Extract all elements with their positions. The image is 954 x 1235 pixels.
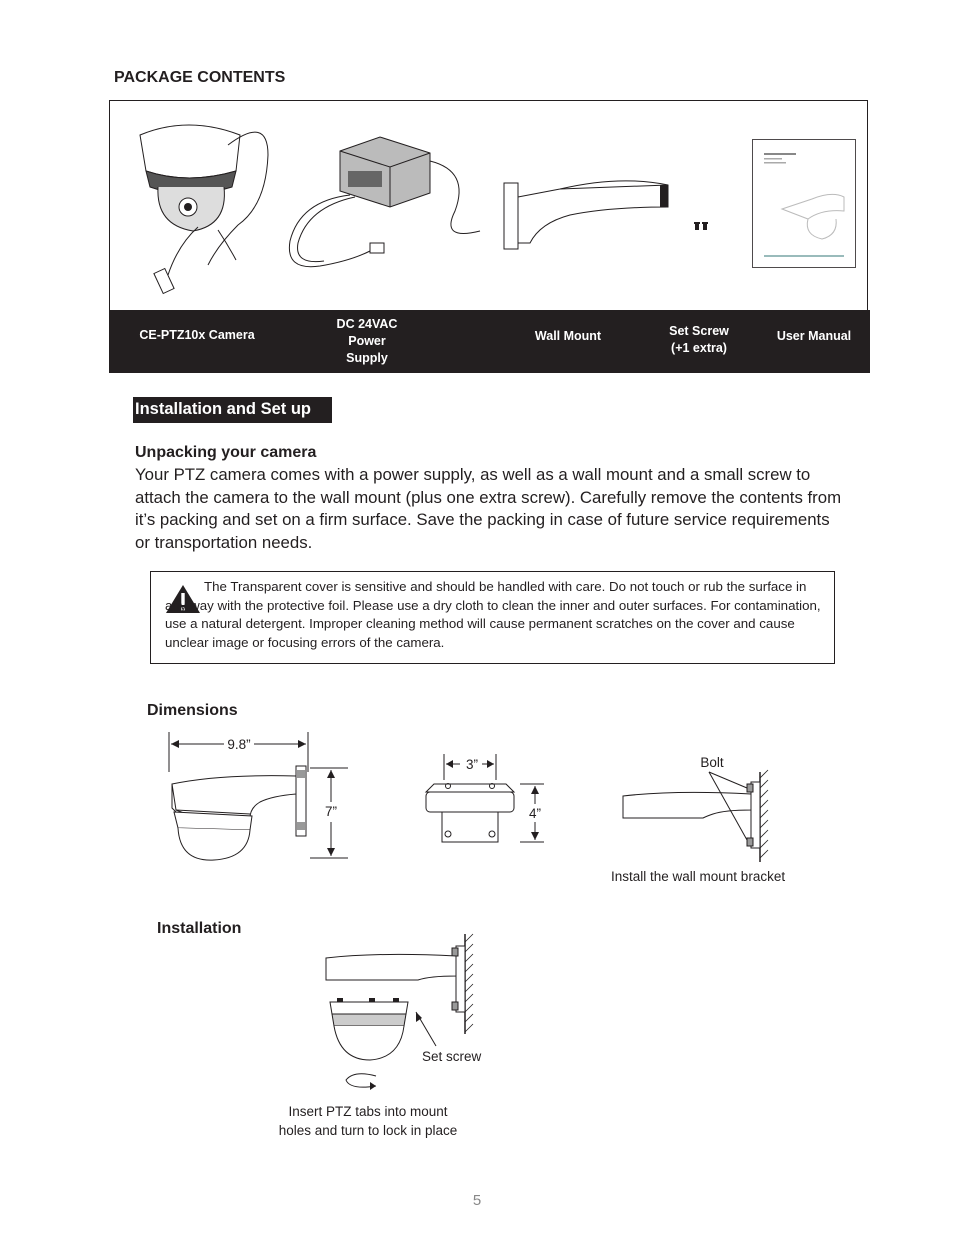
installation-heading: Installation bbox=[157, 920, 242, 937]
user-manual-label: User Manual bbox=[776, 329, 852, 343]
user-manual-illustration bbox=[752, 139, 857, 269]
bracket-caption: Install the wall mount bracket bbox=[611, 869, 786, 884]
set-screw-icon bbox=[694, 221, 710, 231]
set-screw-callout: Set screw bbox=[422, 1049, 482, 1064]
power-supply-label: DC 24VAC Power Supply bbox=[336, 317, 398, 365]
install-caption-line-1: Insert PTZ tabs into mount bbox=[288, 1104, 448, 1119]
warning-box bbox=[150, 571, 835, 664]
dim-height-label: 7” bbox=[324, 804, 338, 819]
install-caption-line-2: holes and turn to lock in place bbox=[278, 1122, 458, 1138]
camera-label: CE-PTZ10x Camera bbox=[139, 328, 255, 342]
bolt-label: Bolt bbox=[700, 755, 724, 770]
wall-mount-label: Wall Mount bbox=[534, 329, 602, 343]
dim-plate-height-label: 4” bbox=[528, 806, 542, 821]
camera-illustration bbox=[128, 115, 278, 295]
package-contents-labels bbox=[109, 310, 870, 373]
unpacking-heading: Unpacking your camera bbox=[135, 444, 317, 461]
page-number: 5 bbox=[472, 1192, 482, 1209]
install-caption bbox=[268, 1103, 468, 1140]
section-title: Installation and Set up bbox=[133, 397, 332, 423]
unpacking-paragraph: Your PTZ camera comes with a power supply, as well as a wall mount and a small screw to attach the camera to the wall mount (plus one extra screw). Carefully remove the contents from it’s packing and set on a firm surface. Save the packing in case of future service requirements or transportation needs. bbox=[135, 465, 842, 552]
camera-install-drawing bbox=[320, 930, 480, 1090]
plate-dimension-drawing bbox=[420, 752, 550, 852]
side-dimension-drawing bbox=[160, 730, 360, 865]
wall-mount-illustration bbox=[500, 171, 680, 261]
dimensions-heading: Dimensions bbox=[147, 702, 238, 719]
warning-text: The Transparent cover is sensitive and should be handled with care. Do not touch or rub the surface in any way with the protective foil. Please use a dry cloth to clean the inner and outer surfaces. For contamination, use a natural detergent. Improper cleaning method will cause permanent scratches on the cover and cause unclear image or focusing errors of the camera. bbox=[165, 579, 821, 650]
package-contents-title: PACKAGE CONTENTS bbox=[114, 69, 286, 86]
power-supply-illustration bbox=[280, 131, 480, 281]
dim-width-label: 9.8” bbox=[227, 737, 251, 752]
bracket-install-drawing bbox=[615, 752, 775, 867]
set-screw-label: Set Screw (+1 extra) bbox=[669, 324, 729, 355]
dim-plate-width-label: 3” bbox=[465, 757, 479, 772]
